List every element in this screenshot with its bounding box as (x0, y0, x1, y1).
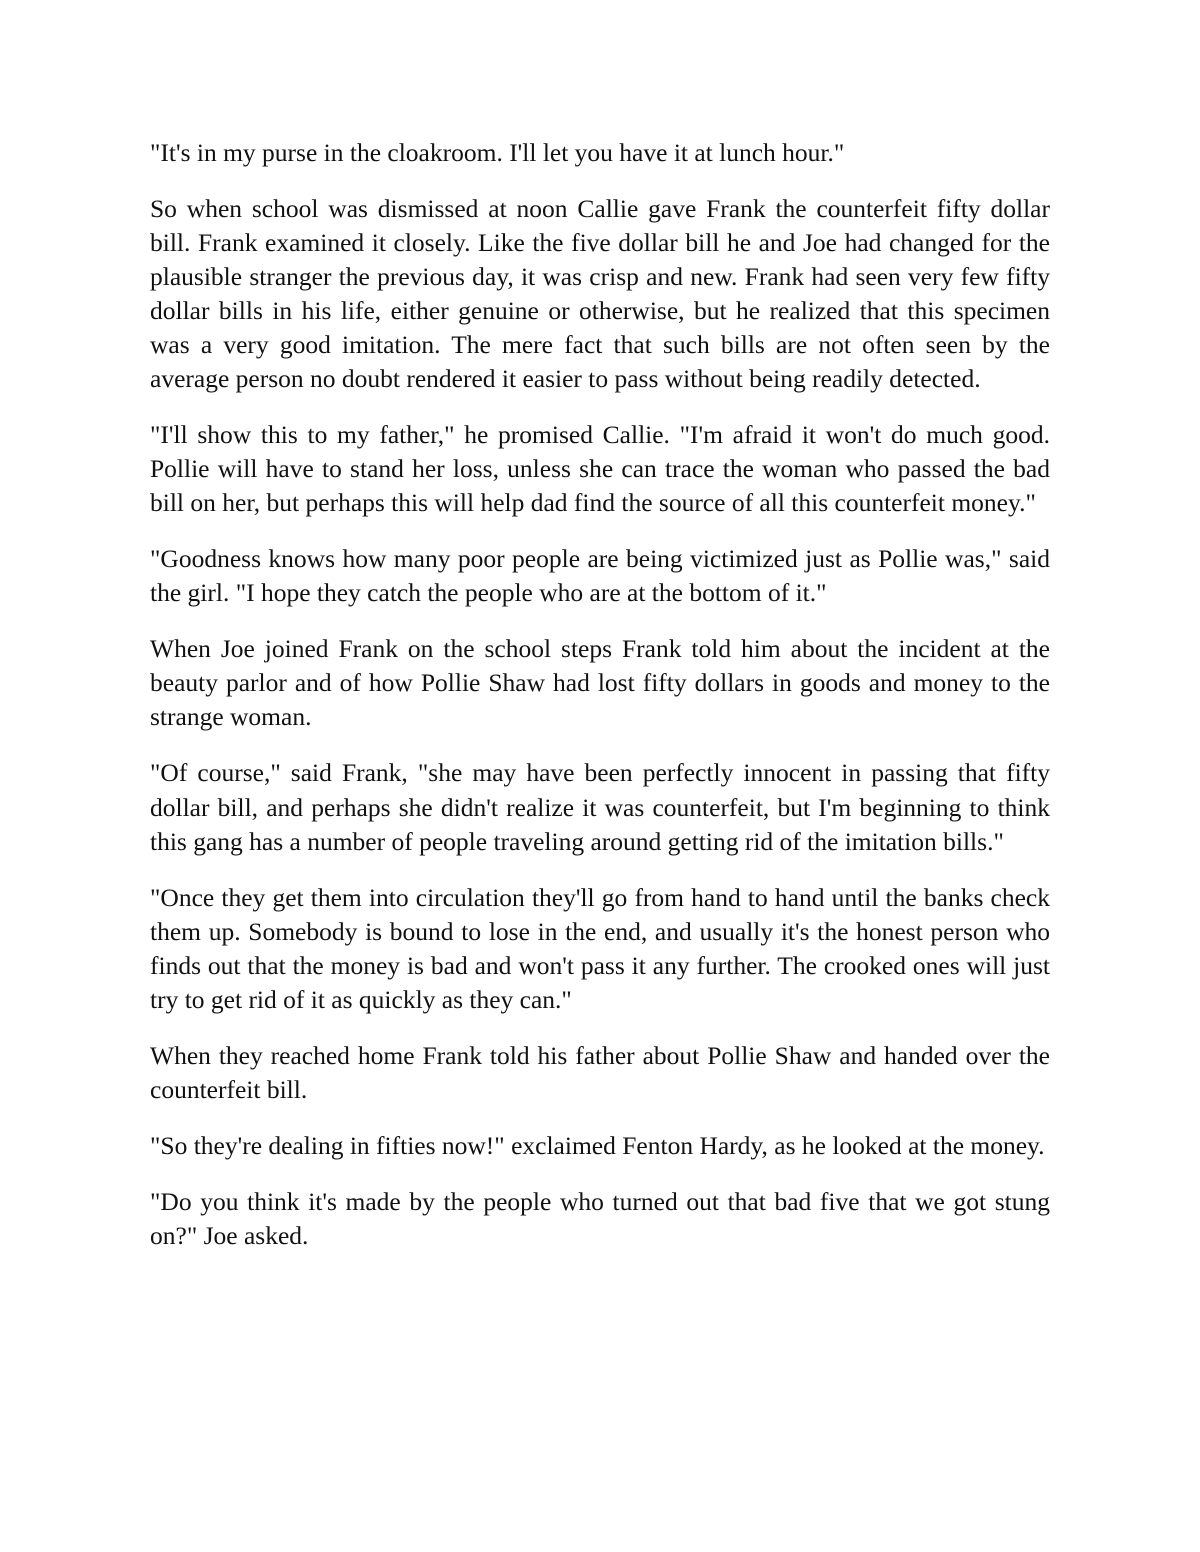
paragraph: "Of course," said Frank, "she may have been perfectly innocent in passing that fifty dollar bill, and perhaps she didn't realize it was counterfeit, but I'm beginning to think this gang has a number of people traveling around getting rid of the imitation bills." (150, 758, 1050, 856)
paragraph: When Joe joined Frank on the school steps Frank told him about the incident at the beauty parlor and of how Pollie Shaw had lost fifty dollars in goods and money to the strange woman. (150, 634, 1050, 732)
paragraph: "Do you think it's made by the people who turned out that bad five that we got stung on?" Joe asked. (150, 1186, 1050, 1250)
document-text-body (150, 136, 1050, 1253)
paragraph: "It's in my purse in the cloakroom. I'll let you have it at lunch hour." (150, 138, 845, 167)
paragraph: "Once they get them into circulation they'll go from hand to hand until the banks check them up. Somebody is bound to lose in the end, and usually it's the honest person who finds out that the money is bad and won't pass it any further. The crooked ones will just try to get rid of it as quickly as they can." (150, 882, 1050, 1014)
paragraph: When they reached home Frank told his father about Pollie Shaw and handed over the counterfeit bill. (150, 1040, 1050, 1104)
paragraph: "I'll show this to my father," he promised Callie. "I'm afraid it won't do much good. Pollie will have to stand her loss, unless she can trace the woman who passed the bad bill on her, but perhaps this will help dad find the source of all this counterfeit money." (150, 420, 1050, 518)
paragraph: "So they're dealing in fifties now!" exclaimed Fenton Hardy, as he looked at the money. (150, 1130, 1045, 1160)
paragraph: "Goodness knows how many poor people are being victimized just as Pollie was," said the girl. "I hope they catch the people who are at the bottom of it." (150, 544, 1050, 608)
paragraph: So when school was dismissed at noon Callie gave Frank the counterfeit fifty dollar bill. Frank examined it closely. Like the five dollar bill he and Joe had changed for the plausible stranger the previous day, it was crisp and new. Frank had seen very few fifty dollar bills in his life, either genuine or otherwise, but he realized that this specimen was a very good imitation. The mere fact that such bills are not often seen by the average person no doubt rendered it easier to pass without being readily detected. (150, 194, 1050, 394)
